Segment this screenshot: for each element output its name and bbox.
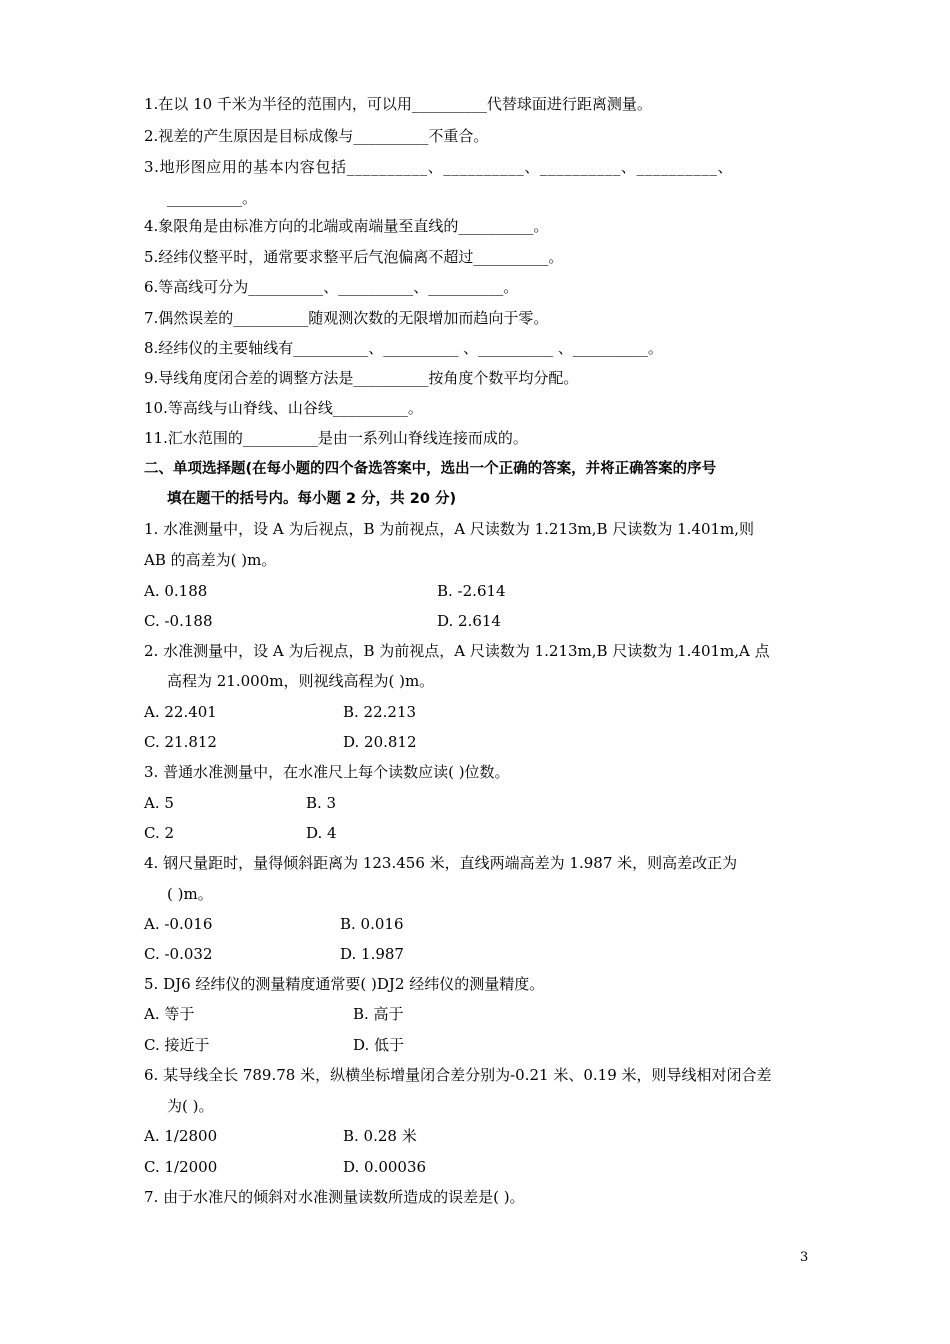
fill-in-9: 9.导线角度闭合差的调整方法是__________按角度个数平均分配。 — [144, 369, 579, 387]
question-4: 4. 钢尺量距时，量得倾斜距离为 123.456 米，直线两端高差为 1.987 米，则高差改正为 — [144, 854, 738, 872]
q4-option-d: D. 1.987 — [340, 945, 404, 963]
q1-option-d: D. 2.614 — [437, 612, 501, 630]
fill-in-5: 5.经纬仪整平时，通常要求整平后气泡偏离不超过__________。 — [144, 248, 564, 266]
question-6: 6. 某导线全长 789.78 米，纵横坐标增量闭合差分别为-0.21 米、0.19 米，则导线相对闭合差 — [144, 1066, 772, 1084]
fill-in-11: 11.汇水范围的__________是由一系列山脊线连接而成的。 — [144, 429, 528, 447]
question-2: 2. 水准测量中，设 A 为后视点，B 为前视点，A 尺读数为 1.213m,B 尺读数为 1.401m,A 点 — [144, 642, 770, 660]
question-3: 3. 普通水准测量中，在水准尺上每个读数应读( )位数。 — [144, 763, 510, 781]
q5-option-b: B. 高于 — [353, 1005, 404, 1023]
fill-in-10: 10.等高线与山脊线、山谷线__________。 — [144, 399, 423, 417]
question-1-cont: AB 的高差为( )m。 — [144, 551, 277, 569]
q1-option-c: C. -0.188 — [144, 612, 213, 630]
fill-in-1: 1.在以 10 千米为半径的范围内，可以用__________代替球面进行距离测量。 — [144, 95, 652, 113]
q2-option-d: D. 20.812 — [343, 733, 417, 751]
question-2-cont: 高程为 21.000m，则视线高程为( )m。 — [167, 672, 435, 690]
q4-option-a: A. -0.016 — [144, 915, 213, 933]
q5-option-d: D. 低于 — [353, 1036, 405, 1054]
fill-in-3-cont: __________。 — [167, 189, 258, 207]
question-7: 7. 由于水准尺的倾斜对水准测量读数所造成的误差是( )。 — [144, 1188, 525, 1206]
q5-option-a: A. 等于 — [144, 1005, 195, 1023]
q6-option-c: C. 1/2000 — [144, 1158, 218, 1176]
q6-option-a: A. 1/2800 — [144, 1127, 218, 1145]
q3-option-c: C. 2 — [144, 824, 175, 842]
question-1: 1. 水准测量中，设 A 为后视点，B 为前视点，A 尺读数为 1.213m,B 尺读数为 1.401m,则 — [144, 520, 755, 538]
fill-in-6: 6.等高线可分为__________、__________、__________。 — [144, 278, 519, 296]
question-5: 5. DJ6 经纬仪的测量精度通常要( )DJ2 经纬仪的测量精度。 — [144, 975, 545, 993]
fill-in-7: 7.偶然误差的__________随观测次数的无限增加而趋向于零。 — [144, 309, 549, 327]
q1-option-a: A. 0.188 — [144, 582, 208, 600]
section2-heading-cont: 填在题干的括号内。每小题 2 分，共 20 分) — [167, 491, 457, 507]
page-number: 3 — [800, 1250, 809, 1265]
q3-option-d: D. 4 — [306, 824, 337, 842]
fill-in-3: 3.地形图应用的基本内容包括__________、__________、__________、__________、 — [144, 158, 734, 176]
q4-option-c: C. -0.032 — [144, 945, 213, 963]
section2-heading: 二、单项选择题(在每小题的四个备选答案中，选出一个正确的答案，并将正确答案的序号 — [144, 461, 717, 477]
q3-option-b: B. 3 — [306, 794, 337, 812]
q5-option-c: C. 接近于 — [144, 1036, 210, 1054]
question-4-cont: ( )m。 — [167, 885, 213, 903]
q2-option-b: B. 22.213 — [343, 703, 417, 721]
q1-option-b: B. -2.614 — [437, 582, 506, 600]
q2-option-a: A. 22.401 — [144, 703, 217, 721]
fill-in-8: 8.经纬仪的主要轴线有__________、__________ 、__________ 、__________。 — [144, 339, 663, 357]
q6-option-b: B. 0.28 米 — [343, 1127, 417, 1145]
q6-option-d: D. 0.00036 — [343, 1158, 427, 1176]
question-6-cont: 为( )。 — [167, 1097, 214, 1115]
fill-in-4: 4.象限角是由标准方向的北端或南端量至直线的__________。 — [144, 217, 549, 235]
q3-option-a: A. 5 — [144, 794, 174, 812]
q2-option-c: C. 21.812 — [144, 733, 217, 751]
q4-option-b: B. 0.016 — [340, 915, 404, 933]
fill-in-2: 2.视差的产生原因是目标成像与__________不重合。 — [144, 127, 489, 145]
